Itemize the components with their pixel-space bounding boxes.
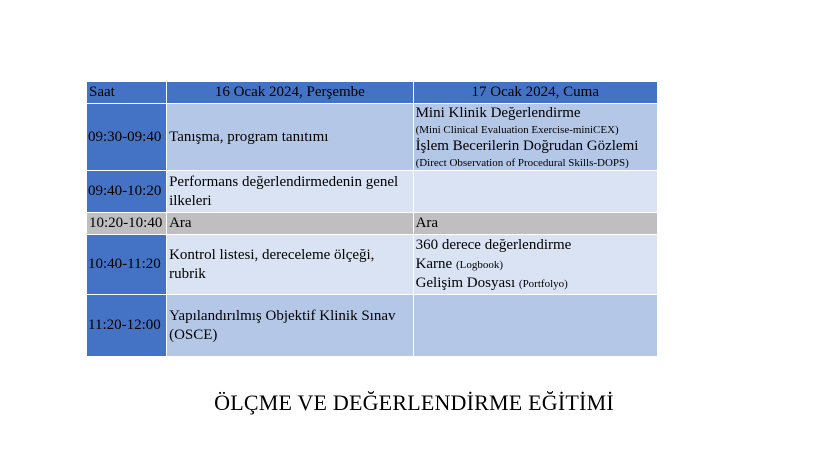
- day2-cell: [413, 104, 657, 171]
- session-title: Karne: [415, 256, 453, 272]
- time-cell: 10:20-10:40: [87, 213, 167, 235]
- day1-cell: Yapılandırılmış Objektif Klinik Sınav (OSCE): [167, 295, 413, 357]
- day1-cell: Kontrol listesi, dereceleme ölçeği, rubrik: [167, 235, 413, 295]
- time-cell: 09:30-09:40: [87, 104, 167, 171]
- day2-cell: [413, 171, 657, 213]
- day2-cell: Ara: [413, 213, 657, 235]
- day1-cell: Performans değerlendirmedenin genel ilkeleri: [167, 171, 413, 213]
- day1-cell: Ara: [167, 213, 413, 235]
- session-note: (Direct Observation of Procedural Skills-DOPS): [415, 157, 629, 169]
- header-day2: 17 Ocak 2024, Cuma: [413, 82, 657, 104]
- table-row: [87, 104, 658, 171]
- header-day1: 16 Ocak 2024, Perşembe: [167, 82, 413, 104]
- table-row: [87, 295, 658, 357]
- document-title: ÖLÇME VE DEĞERLENDİRME EĞİTİMİ: [214, 390, 614, 415]
- session-title: Mini Klinik Değerlendirme: [415, 105, 581, 121]
- session-note: (Logbook): [455, 259, 504, 271]
- break-row: [87, 213, 658, 235]
- day1-cell: Tanışma, program tanıtımı: [167, 104, 413, 171]
- table-row: [87, 171, 658, 213]
- time-cell: 10:40-11:20: [87, 235, 167, 295]
- session-title: İşlem Becerilerin Doğrudan Gözlemi: [415, 138, 639, 154]
- session-note: (Mini Clinical Evaluation Exercise-miniCEX): [415, 124, 619, 136]
- session-title: Gelişim Dosyası: [415, 275, 516, 291]
- header-row: [87, 82, 658, 104]
- time-cell: 11:20-12:00: [87, 295, 167, 357]
- session-note: (Portfolyo): [518, 278, 568, 290]
- session-line: [416, 255, 655, 274]
- session-line: [416, 274, 655, 293]
- table-row: [87, 235, 658, 295]
- day2-cell: [413, 235, 657, 295]
- header-time: Saat: [87, 82, 167, 104]
- day2-cell: [413, 295, 657, 357]
- session-title: 360 derece değerlendirme: [415, 237, 572, 253]
- schedule-table: [86, 81, 658, 357]
- time-cell: 09:40-10:20: [87, 171, 167, 213]
